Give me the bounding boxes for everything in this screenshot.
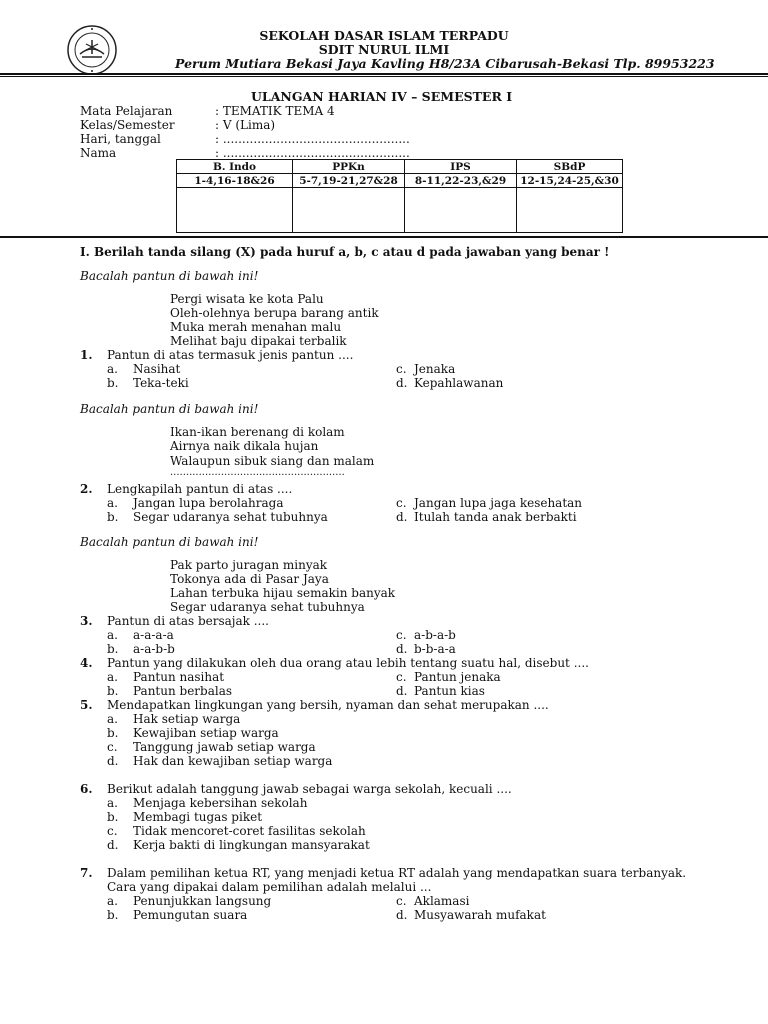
score-subject: B. Indo bbox=[177, 160, 293, 174]
question-number: 4. bbox=[80, 656, 93, 670]
option-letter[interactable]: c. bbox=[396, 496, 407, 510]
score-cell[interactable] bbox=[293, 188, 405, 233]
question-text: Pantun di atas termasuk jenis pantun .... bbox=[107, 348, 354, 362]
option-text: a-b-a-b bbox=[414, 628, 456, 642]
option-letter[interactable]: a. bbox=[107, 796, 118, 810]
header-rule bbox=[0, 73, 768, 75]
option-text: Segar udaranya sehat tubuhnya bbox=[133, 510, 328, 524]
option-letter[interactable]: d. bbox=[396, 376, 408, 390]
option-text: Kepahlawanan bbox=[414, 376, 504, 390]
poem-line: Airnya naik dikala hujan bbox=[170, 439, 319, 453]
poem-intro: Bacalah pantun di bawah ini! bbox=[80, 535, 259, 549]
score-cell[interactable] bbox=[517, 188, 623, 233]
header-rule-thin bbox=[0, 76, 768, 77]
option-letter[interactable]: b. bbox=[107, 810, 119, 824]
option-text: a-a-a-a bbox=[133, 628, 174, 642]
score-range: 8-11,22-23,&29 bbox=[405, 174, 517, 188]
question-text: Pantun di atas bersajak .... bbox=[107, 614, 269, 628]
question-text: Mendapatkan lingkungan yang bersih, nyaman dan sehat merupakan .... bbox=[107, 698, 549, 712]
option-text: Kerja bakti di lingkungan mansyarakat bbox=[133, 838, 370, 852]
question-number: 3. bbox=[80, 614, 93, 628]
option-text: Teka-teki bbox=[133, 376, 189, 390]
poem-line: Walaupun sibuk siang dan malam bbox=[170, 454, 375, 468]
poem-line-blank[interactable]: ....................................................... bbox=[170, 467, 345, 478]
score-subject: SBdP bbox=[517, 160, 623, 174]
school-address: Perum Mutiara Bekasi Jaya Kavling H8/23A Cibarusah-Bekasi Tlp. 89953223 bbox=[175, 56, 715, 71]
section-rule bbox=[0, 236, 768, 238]
option-letter[interactable]: b. bbox=[107, 510, 119, 524]
question-number: 5. bbox=[80, 698, 93, 712]
poem-line: Tokonya ada di Pasar Jaya bbox=[170, 572, 329, 586]
option-letter[interactable]: c. bbox=[396, 670, 407, 684]
option-letter[interactable]: d. bbox=[107, 754, 119, 768]
question-number: 6. bbox=[80, 782, 93, 796]
option-text: Tanggung jawab setiap warga bbox=[133, 740, 316, 754]
score-subject: IPS bbox=[405, 160, 517, 174]
option-letter[interactable]: a. bbox=[107, 712, 118, 726]
question-text: Dalam pemilihan ketua RT, yang menjadi ketua RT adalah yang mendapatkan suara terbanyak. bbox=[107, 866, 687, 880]
option-text: Nasihat bbox=[133, 362, 181, 376]
option-letter[interactable]: c. bbox=[107, 740, 118, 754]
option-text: Itulah tanda anak berbakti bbox=[414, 510, 577, 524]
poem-line: Lahan terbuka hijau semakin banyak bbox=[170, 586, 396, 600]
option-letter[interactable]: d. bbox=[396, 642, 408, 656]
question-number: 7. bbox=[80, 866, 93, 880]
score-subject: PPKn bbox=[293, 160, 405, 174]
identity-label-date: Hari, tanggal bbox=[80, 132, 161, 146]
option-letter[interactable]: a. bbox=[107, 496, 118, 510]
option-text: Pantun jenaka bbox=[414, 670, 501, 684]
identity-label-class: Kelas/Semester bbox=[80, 118, 175, 132]
option-text: Kewajiban setiap warga bbox=[133, 726, 279, 740]
option-text: Pemungutan suara bbox=[133, 908, 248, 922]
option-text: Menjaga kebersihan sekolah bbox=[133, 796, 308, 810]
question-text: Lengkapilah pantun di atas .... bbox=[107, 482, 293, 496]
option-text: Jangan lupa jaga kesehatan bbox=[414, 496, 583, 510]
poem-line: Ikan-ikan berenang di kolam bbox=[170, 425, 345, 439]
identity-value-class: : V (Lima) bbox=[215, 118, 276, 132]
option-letter[interactable]: a. bbox=[107, 670, 118, 684]
option-text: b-b-a-a bbox=[414, 642, 456, 656]
option-text: Jangan lupa berolahraga bbox=[133, 496, 284, 510]
poem-line: Segar udaranya sehat tubuhnya bbox=[170, 600, 365, 614]
option-text: Tidak mencoret-coret fasilitas sekolah bbox=[133, 824, 366, 838]
option-letter[interactable]: d. bbox=[107, 838, 119, 852]
option-letter[interactable]: d. bbox=[396, 908, 408, 922]
option-text: Pantun nasihat bbox=[133, 670, 225, 684]
poem-intro: Bacalah pantun di bawah ini! bbox=[80, 269, 259, 283]
option-text: Pantun kias bbox=[414, 684, 485, 698]
poem-line: Muka merah menahan malu bbox=[170, 320, 342, 334]
option-letter[interactable]: b. bbox=[107, 376, 119, 390]
question-text: Berikut adalah tanggung jawab sebagai warga sekolah, kecuali .... bbox=[107, 782, 512, 796]
score-cell[interactable] bbox=[405, 188, 517, 233]
score-range: 1-4,16-18&26 bbox=[177, 174, 293, 188]
option-letter[interactable]: c. bbox=[107, 824, 118, 838]
identity-value-date: : ................................................. bbox=[215, 132, 410, 146]
option-text: Jenaka bbox=[414, 362, 456, 376]
option-letter[interactable]: c. bbox=[396, 894, 407, 908]
option-text: Hak dan kewajiban setiap warga bbox=[133, 754, 333, 768]
option-letter[interactable]: b. bbox=[107, 642, 119, 656]
question-text-line2: Cara yang dipakai dalam pemilihan adalah melalui ... bbox=[107, 880, 432, 894]
school-name: SEKOLAH DASAR ISLAM TERPADU bbox=[259, 28, 509, 43]
question-number: 1. bbox=[80, 348, 93, 362]
option-letter[interactable]: b. bbox=[107, 726, 119, 740]
score-range: 5-7,19-21,27&28 bbox=[293, 174, 405, 188]
option-letter[interactable]: b. bbox=[107, 684, 119, 698]
option-text: Pantun berbalas bbox=[133, 684, 233, 698]
exam-title: ULANGAN HARIAN IV – SEMESTER I bbox=[251, 89, 513, 104]
option-text: Hak setiap warga bbox=[133, 712, 241, 726]
option-letter[interactable]: d. bbox=[396, 684, 408, 698]
option-text: a-a-b-b bbox=[133, 642, 175, 656]
score-range: 12-15,24-25,&30 bbox=[517, 174, 623, 188]
poem-intro: Bacalah pantun di bawah ini! bbox=[80, 402, 259, 416]
question-text: Pantun yang dilakukan oleh dua orang atau lebih tentang suatu hal, disebut .... bbox=[107, 656, 589, 670]
section-instruction: I. Berilah tanda silang (X) pada huruf a, b, c atau d pada jawaban yang benar ! bbox=[80, 245, 610, 259]
identity-value-name: : ................................................. bbox=[215, 146, 410, 160]
identity-value-subject: : TEMATIK TEMA 4 bbox=[215, 104, 335, 118]
poem-line: Pak parto juragan minyak bbox=[170, 558, 328, 572]
option-letter[interactable]: c. bbox=[396, 362, 407, 376]
identity-label-subject: Mata Pelajaran bbox=[80, 104, 173, 118]
poem-line: Pergi wisata ke kota Palu bbox=[170, 292, 324, 306]
score-cell[interactable] bbox=[177, 188, 293, 233]
poem-line: Melihat baju dipakai terbalik bbox=[170, 334, 347, 348]
score-table bbox=[176, 159, 623, 233]
option-letter[interactable]: d. bbox=[396, 510, 408, 524]
option-text: Membagi tugas piket bbox=[133, 810, 263, 824]
option-letter[interactable]: b. bbox=[107, 908, 119, 922]
option-text: Aklamasi bbox=[414, 894, 470, 908]
option-letter[interactable]: a. bbox=[107, 362, 118, 376]
option-letter[interactable]: a. bbox=[107, 628, 118, 642]
option-letter[interactable]: a. bbox=[107, 894, 118, 908]
option-text: Musyawarah mufakat bbox=[414, 908, 546, 922]
question-number: 2. bbox=[80, 482, 93, 496]
option-letter[interactable]: c. bbox=[396, 628, 407, 642]
option-text: Penunjukkan langsung bbox=[133, 894, 272, 908]
school-subname: SDIT NURUL ILMI bbox=[318, 42, 450, 57]
poem-line: Oleh-olehnya berupa barang antik bbox=[170, 306, 379, 320]
identity-label-name: Nama bbox=[80, 146, 117, 160]
